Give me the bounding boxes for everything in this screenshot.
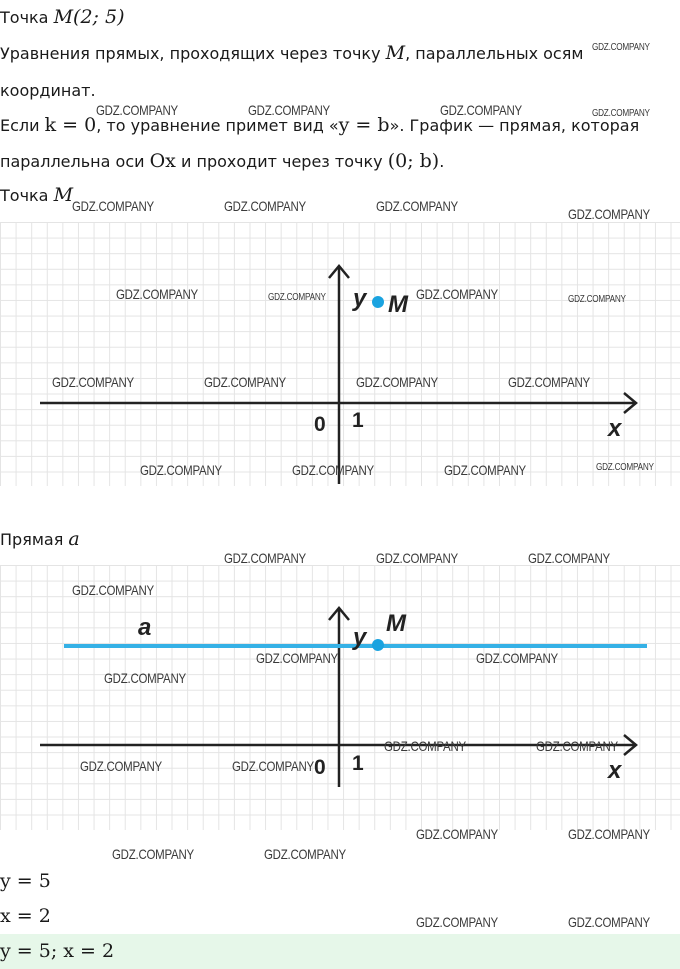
origin-label: 0: [314, 413, 326, 436]
answer-box: [0, 934, 680, 969]
watermark: GDZ.COMPANY: [232, 758, 314, 774]
watermark: GDZ.COMPANY: [476, 650, 558, 666]
watermark: GDZ.COMPANY: [592, 108, 650, 119]
y-axis-label: y: [353, 285, 367, 312]
heading-point-label: M(2; 5): [53, 6, 125, 28]
watermark: GDZ.COMPANY: [444, 462, 526, 478]
watermark: GDZ.COMPANY: [416, 286, 498, 302]
heading-point: Точка M(2; 5): [0, 6, 125, 28]
point-m-label: M: [388, 291, 408, 318]
watermark: GDZ.COMPANY: [72, 198, 154, 214]
graph-point-svg: [0, 222, 680, 486]
caption-line: Прямая a: [0, 528, 80, 550]
watermark: GDZ.COMPANY: [248, 102, 330, 118]
graph-point: [0, 222, 680, 486]
watermark: GDZ.COMPANY: [592, 42, 650, 53]
watermark: GDZ.COMPANY: [268, 292, 326, 303]
watermark: GDZ.COMPANY: [264, 846, 346, 862]
watermark: GDZ.COMPANY: [96, 102, 178, 118]
point-m: [372, 296, 384, 308]
watermark: GDZ.COMPANY: [568, 206, 650, 222]
watermark: GDZ.COMPANY: [356, 374, 438, 390]
watermark: GDZ.COMPANY: [292, 462, 374, 478]
watermark: GDZ.COMPANY: [104, 670, 186, 686]
line-a-label: a: [138, 614, 152, 641]
watermark: GDZ.COMPANY: [568, 294, 626, 305]
origin-label: 0: [314, 756, 326, 779]
watermark: GDZ.COMPANY: [224, 550, 306, 566]
watermark: GDZ.COMPANY: [440, 102, 522, 118]
point-m-label: M: [386, 610, 406, 637]
y-axis-label: y: [353, 624, 367, 651]
paragraph-2-line-1: Если k = 0, то уравнение примет вид «y = b». График — прямая, которая: [0, 114, 640, 136]
answer-text: y = 5; x = 2: [0, 940, 115, 962]
watermark: GDZ.COMPANY: [596, 462, 654, 473]
watermark: GDZ.COMPANY: [508, 374, 590, 390]
watermark: GDZ.COMPANY: [536, 738, 618, 754]
equation-1: y = 5: [0, 870, 51, 892]
watermark: GDZ.COMPANY: [376, 550, 458, 566]
point-m: [372, 639, 384, 651]
watermark: GDZ.COMPANY: [416, 826, 498, 842]
watermark: GDZ.COMPANY: [72, 582, 154, 598]
graph-line: [0, 565, 680, 830]
paragraph-2-line-2: параллельна оси Ox и проходит через точку (0; b).: [0, 150, 445, 172]
graph-line-svg: [0, 565, 680, 830]
unit-label: 1: [352, 409, 364, 432]
watermark: GDZ.COMPANY: [52, 374, 134, 390]
equation-2: x = 2: [0, 905, 51, 927]
watermark: GDZ.COMPANY: [568, 914, 650, 930]
watermark: GDZ.COMPANY: [256, 650, 338, 666]
paragraph-1-line-2: координат.: [0, 81, 96, 100]
caption-point: Точка M: [0, 184, 74, 206]
x-axis-label: x: [608, 415, 622, 442]
watermark: GDZ.COMPANY: [528, 550, 610, 566]
watermark: GDZ.COMPANY: [416, 914, 498, 930]
watermark: GDZ.COMPANY: [384, 738, 466, 754]
watermark: GDZ.COMPANY: [568, 826, 650, 842]
watermark: GDZ.COMPANY: [224, 198, 306, 214]
watermark: GDZ.COMPANY: [80, 758, 162, 774]
watermark: GDZ.COMPANY: [112, 846, 194, 862]
watermark: GDZ.COMPANY: [140, 462, 222, 478]
x-axis-label: x: [608, 757, 622, 784]
watermark: GDZ.COMPANY: [376, 198, 458, 214]
watermark: GDZ.COMPANY: [204, 374, 286, 390]
watermark: GDZ.COMPANY: [116, 286, 198, 302]
unit-label: 1: [352, 752, 364, 775]
paragraph-1-line-1: Уравнения прямых, проходящих через точку M, параллельных осям: [0, 42, 584, 64]
